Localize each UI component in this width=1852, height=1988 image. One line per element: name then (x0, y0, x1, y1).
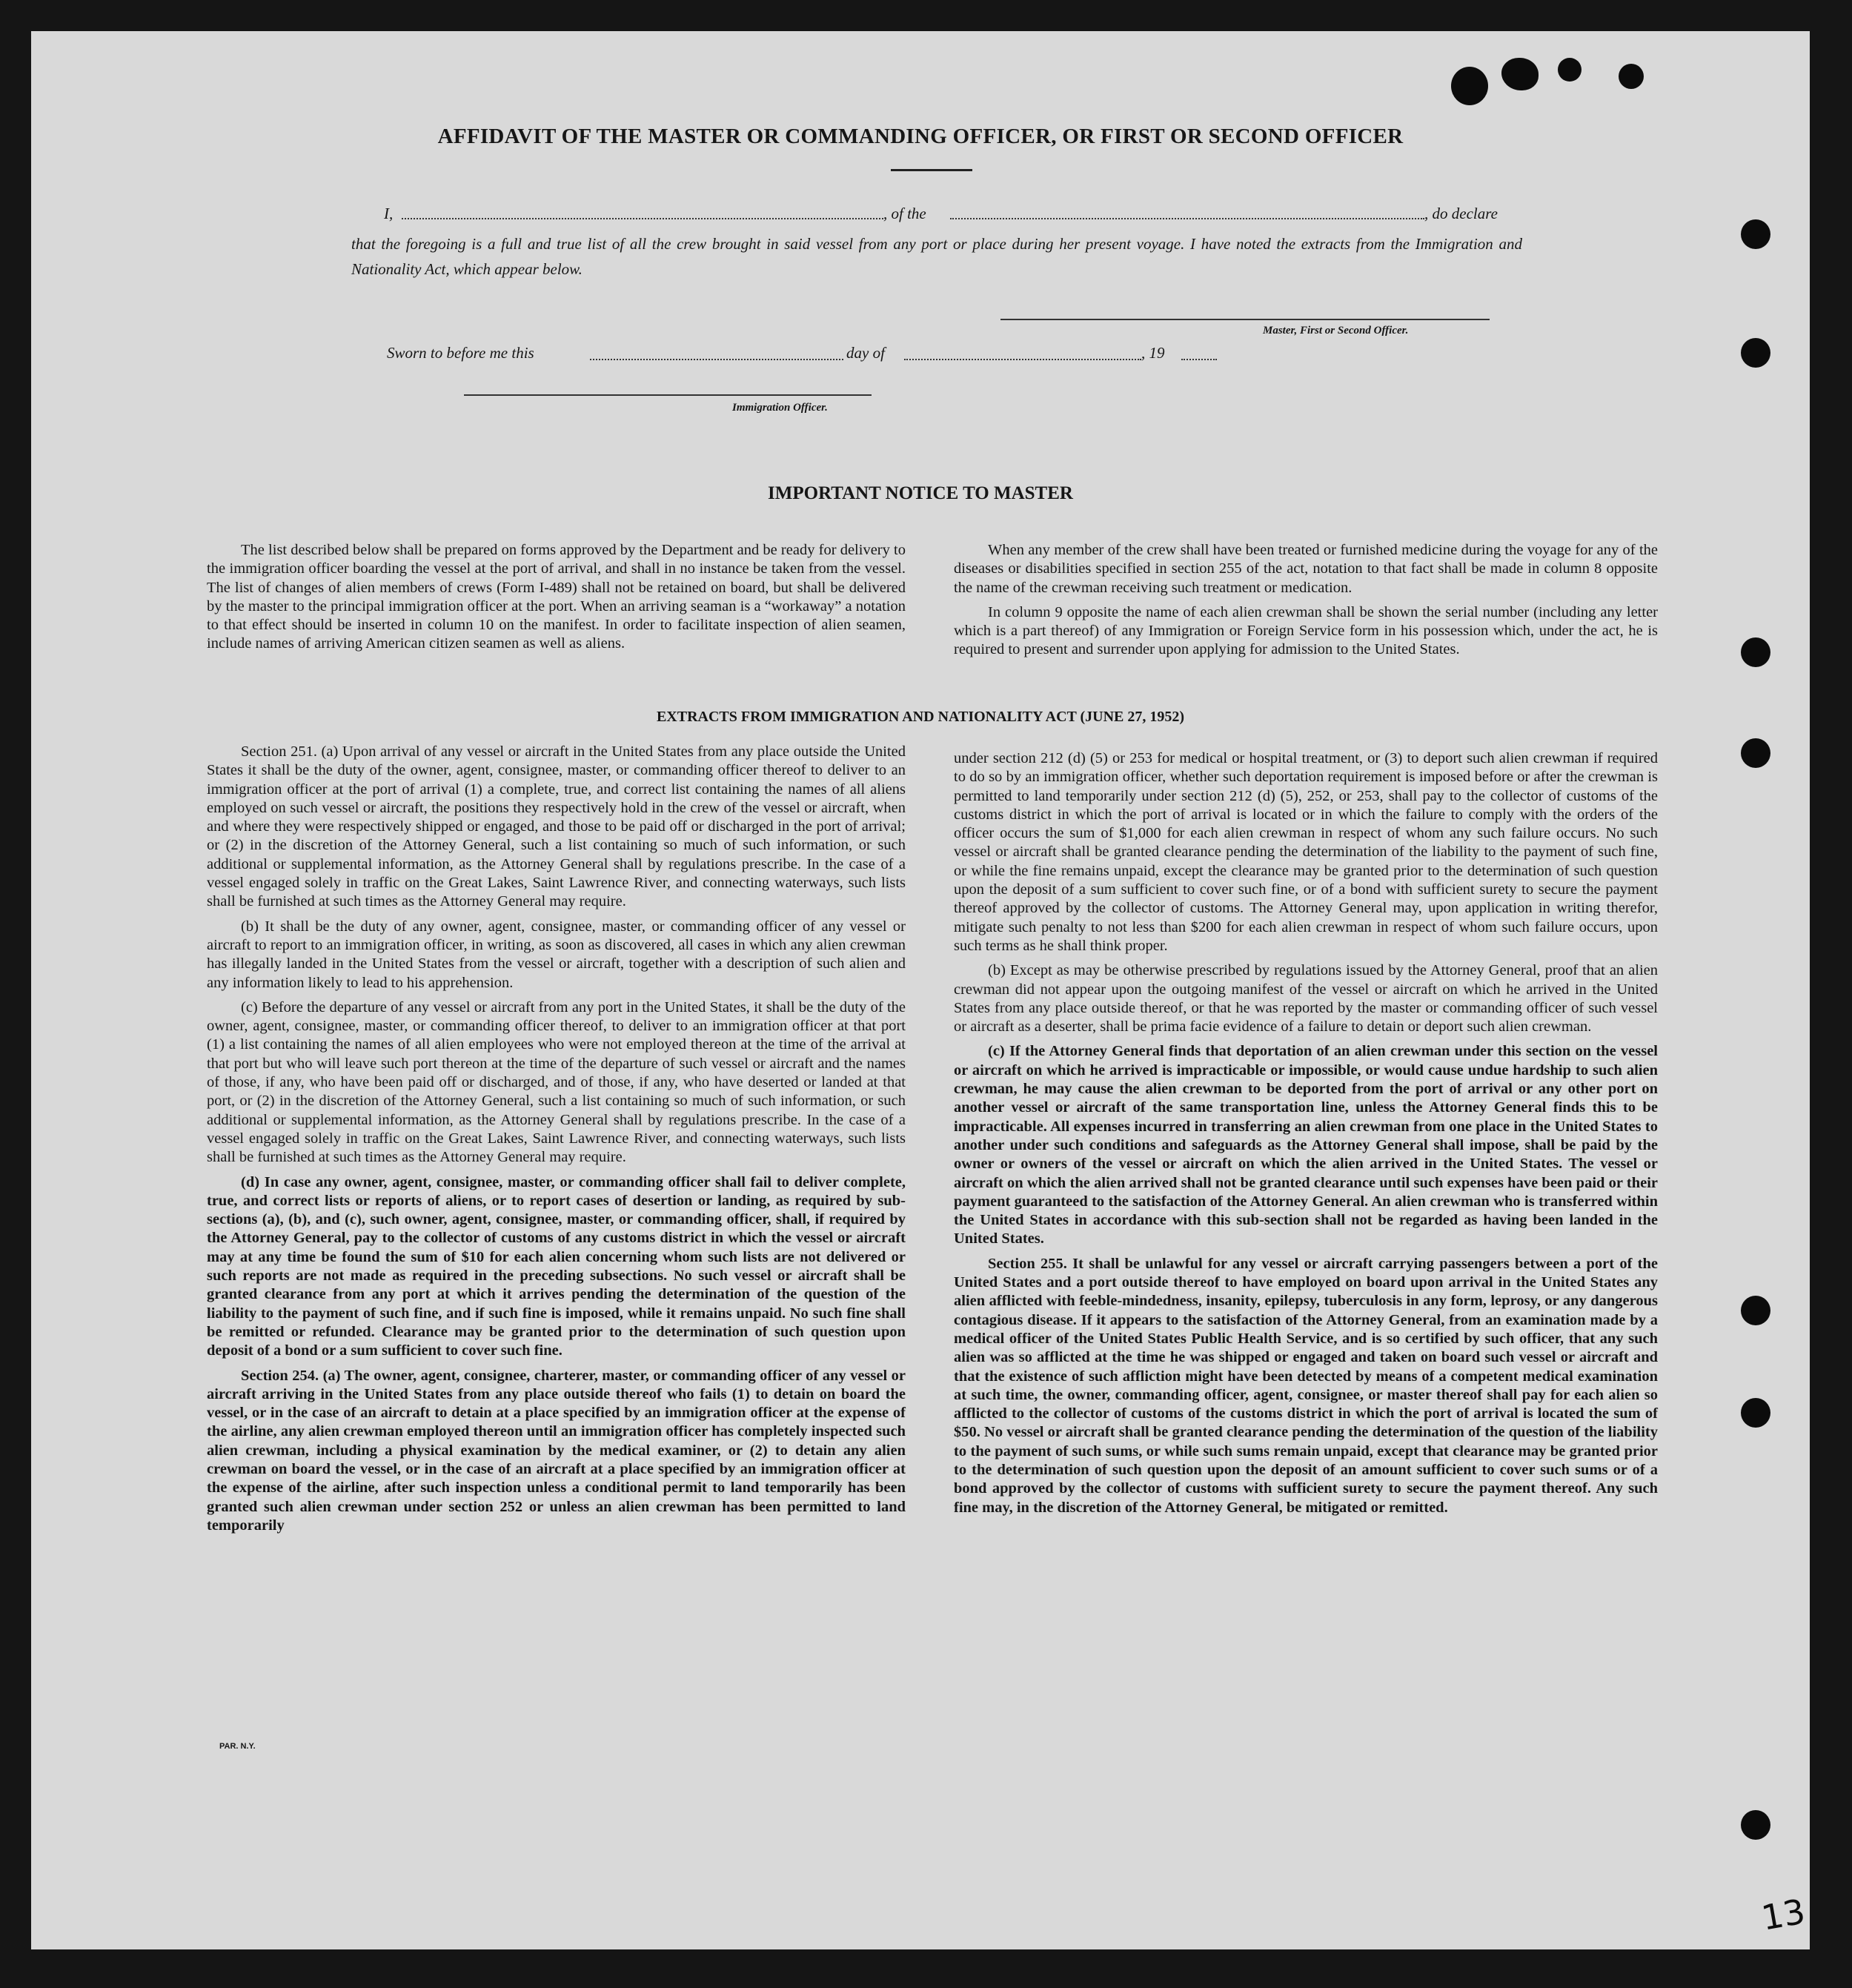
document-page (31, 31, 1810, 1949)
officer-signature-line[interactable] (464, 394, 872, 396)
extracts-title: EXTRACTS FROM IMMIGRATION AND NATIONALITY ACT (JUNE 27, 1952) (656, 709, 1185, 725)
notice-title: IMPORTANT NOTICE TO MASTER (768, 483, 1073, 503)
do-declare-label: , do declare (1424, 205, 1498, 222)
act-section-paragraph: under section 212 (d) (5) or 253 for medical or hospital treatment, or (3) to deport such alien crewman if required to do so by an immigration officer, whether such deportation requirement is imposed before or after the crewman is permitted to land temporarily under section 212 (d) (5), 252, or 253, shall pay to the collector of customs of the customs district in which the port of arrival is located or in which the failure to comply with the orders of the officer occurs the sum of $1,000 for each alien crewman in respect of whom any such failure occurs. No such vessel or aircraft shall be granted clearance pending the determination of the liability to the payment of such fine, or while the fine remains unpaid, except the clearance may be granted prior to the determination of such question upon the deposit of a sum sufficient to cover such fine, or of a bond with sufficient surety to secure the payment thereof approved by the collector of customs. The Attorney General may, upon application in writing therefor, mitigate such penalty to not less than $200 for each alien crewman in respect of whom such failure occurs, upon such terms as he shall think proper. (954, 750, 1658, 954)
title-rule (891, 169, 972, 171)
vessel-field[interactable] (950, 218, 1424, 219)
notice-paragraph: When any member of the crew shall have been treated or furnished medicine during the voyage for any of the diseases or disabilities specified in section 255 of the act, notation to that fact shall be made in column 8 opposite the name of the crewman receiving such treatment or medication. (954, 542, 1658, 596)
i-label: I, (384, 205, 394, 222)
sworn-label: Sworn to before me this (387, 344, 534, 362)
of-the-label: , of the (883, 205, 926, 222)
act-section-paragraph: (d) In case any owner, agent, consignee, master, or commanding officer shall fail to deliver complete, true, and correct lists or reports of aliens, or to report cases of desertion or landing, as required by sub-sections (a), (b), and (c), such owner, agent, consignee, master, or commanding officer, shall, if required by the Attorney General, pay to the collector of customs of any customs district in which the vessel or aircraft may at any time be found the sum of $10 for each alien concerning whom such lists are not delivered or such reports are not made as required in the preceding subsections. No such vessel or aircraft shall be granted clearance from any port at which it arrives pending the determination of the question of the liability to the payment of such fine, and if such fine is imposed, while it remains unpaid. No such fine shall be remitted or refunded. Clearance may be granted prior to the determination of such question upon deposit of a bond or a sum sufficient to cover such fine. (207, 1173, 906, 1359)
extracts-right-column (954, 749, 1658, 1523)
day-of-label: day of (846, 344, 885, 362)
punch-hole (1741, 1296, 1770, 1325)
punch-hole (1741, 637, 1770, 667)
notice-paragraph: In column 9 opposite the name of each alien crewman shall be shown the serial number (including any letter which is a part thereof) of any Immigration or Foreign Service form in his possession which, under the act, he is required to present and surrender upon applying for admission to the United States. (954, 603, 1658, 658)
act-section-paragraph: (c) Before the departure of any vessel or aircraft from any port in the United States, it shall be the duty of the owner, agent, consignee, master, or commanding officer thereof, to deliver to an immigration officer at that port (1) a list containing the names of all alien employees who were not employed thereon at the time of the arrival at that port but who will leave such port thereon at the time of the departure of such vessel or aircraft and the names of those, if any, who have been paid off or discharged, and of those, if any, who have deserted or landed at that port, or (2) in the discretion of the Attorney General, such a list containing so much of such information, or such additional or supplemental information, as the Attorney General shall by regulations prescribe. In the case of a vessel engaged solely in traffic on the Great Lakes, Saint Lawrence River, and connecting waterways, such lists shall be furnished at such times as the Attorney General may require. (207, 998, 906, 1166)
notice-paragraph: The list described below shall be prepared on forms approved by the Department and be ready for delivery to the immigration officer boarding the vessel at the port of arrival, and shall in no instance be taken from the vessel. The list of changes of alien members of crews (Form I-489) shall not be retained on board, but shall be delivered by the master to the principal immigration officer at the port. When an arriving seaman is a “workaway” a notation to that effect should be inserted in column 10 on the manifest. In order to facilitate inspection of alien seamen, include names of arriving American citizen seamen as well as aliens. (207, 542, 906, 652)
punch-hole (1741, 219, 1770, 249)
act-section-paragraph: Section 254. (a) The owner, agent, consignee, charterer, master, or commanding officer of any vessel or aircraft arriving in the United States from any place outside thereof who fails (1) to detain on board the vessel, or in the case of an aircraft to detain at a place specified by an immigration officer at the expense of the airline, any alien crewman employed thereon until an immigration officer has completely inspected such alien crewman, including a physical examination by the medical examiner, or (2) to detain any alien crewman on board the vessel, or in the case of an aircraft at a place specified by an immigration officer at the expense of the airline, after such inspection unless a conditional permit to land temporarily has been granted such alien crewman under section 252 or unless an alien crewman has been permitted to land temporarily (207, 1367, 906, 1534)
notice-left-column (207, 541, 906, 660)
affidavit-title: AFFIDAVIT OF THE MASTER OR COMMANDING OFFICER, OR FIRST OR SECOND OFFICER (437, 125, 1404, 148)
master-signature-line[interactable] (1000, 319, 1490, 320)
punch-hole (1741, 1398, 1770, 1428)
print-code: PAR. N.Y. (219, 1742, 256, 1751)
sworn-day-field[interactable] (590, 359, 843, 360)
ink-blot (1558, 58, 1581, 82)
act-section-paragraph: Section 251. (a) Upon arrival of any vessel or aircraft in the United States from any place outside the United States it shall be the duty of the owner, agent, consignee, master, or commanding officer thereof to deliver to an immigration officer at the port of arrival (1) a complete, true, and correct list containing the names of all aliens employed on such vessel or aircraft, the positions they respectively hold in the crew of the vessel or aircraft, when and where they were respectively shipped or engaged, and those to be paid off or discharged in the port of arrival; or (2) in the discretion of the Attorney General, such a list containing so much of such information, or such additional or supplemental information, as the Attorney General shall by regulations prescribe. In the case of a vessel engaged solely in traffic on the Great Lakes, Saint Lawrence River, and connecting waterways, such lists shall be furnished at such times as the Attorney General may require. (207, 743, 906, 910)
handwritten-page-number: 13 (1758, 1891, 1808, 1938)
ink-blot (1619, 64, 1644, 89)
act-section-paragraph: (b) It shall be the duty of any owner, agent, consignee, master, or commanding officer of any vessel or aircraft to report to an immigration officer, in writing, as soon as discovered, all cases in which any alien crewman has illegally landed in the United States from the vessel or aircraft, together with a description of such alien and any information likely to lead to his apprehension. (207, 918, 906, 991)
act-section-paragraph: (c) If the Attorney General finds that deportation of an alien crewman under this section on the vessel or aircraft on which he arrived is impracticable or impossible, or would cause undue hardship to such alien crewman, he may cause the alien crewman to be deported from the port of arrival or any other port on another vessel or aircraft of the same transportation line, unless the Attorney General finds this to be impracticable. All expenses incurred in transferring an alien crewman from one place in the United States to another under such conditions and safeguards as the Attorney General shall impose, shall be paid by the owner or owners of the vessel or aircraft on which the alien arrived in the United States. The vessel or aircraft on which the alien arrived shall not be granted clearance until such expenses have been paid or their payment guaranteed to the satisfaction of the Attorney General. An alien crewman who is transferred within the United States in accordance with this sub-section shall not be regarded as having been landed in the United States. (954, 1043, 1658, 1248)
punch-hole (1741, 738, 1770, 768)
affidavit-statement: that the foregoing is a full and true list of all the crew brought in said vessel from any port or place during her present voyage. I have noted the extracts from the Immigration and Nationality Act, which appear below. (351, 235, 1522, 278)
name-field[interactable] (402, 218, 883, 219)
extracts-left-column (207, 743, 906, 1541)
year-label: , 19 (1141, 344, 1165, 362)
ink-blot (1451, 67, 1488, 105)
act-section-paragraph: Section 255. It shall be unlawful for any vessel or aircraft carrying passengers between a port of the United States and a port outside thereof to have employed on board upon arrival in the United States any alien afflicted with feeble-mindedness, insanity, epilepsy, tuberculosis in any form, leprosy, or any dangerous contagious disease. If it appears to the satisfaction of the Attorney General, from an examination made by a medical officer of the United States Public Health Service, and is so certified by such officer, that any such alien was so afflicted at the time he was shipped or engaged and taken on board such vessel or aircraft and that the existence of such affliction might have been detected by means of a competent medical examination at such time, the owner, commanding officer, agent, consignee, or master thereof shall pay for each alien so afflicted to the collector of customs of the customs district in which the port of arrival is located the sum of $50. No vessel or aircraft shall be granted clearance pending the determination of the question of the liability to the payment of such sums, or while such sums remain unpaid, except that clearance may be granted prior to the determination of such question upon the deposit of an amount sufficient to cover such sums or of a bond approved by the collector of customs with sufficient surety to secure the payment thereof. Any such fine may, in the discretion of the Attorney General, be mitigated or remitted. (954, 1255, 1658, 1516)
ink-blot (1501, 58, 1539, 90)
notice-right-column (954, 541, 1658, 666)
punch-hole (1741, 338, 1770, 368)
master-signature-label: Master, First or Second Officer. (1263, 325, 1409, 337)
officer-signature-label: Immigration Officer. (732, 402, 828, 414)
sworn-month-field[interactable] (904, 359, 1141, 360)
act-section-paragraph: (b) Except as may be otherwise prescribed by regulations issued by the Attorney General, proof that an alien crewman did not appear upon the outgoing manifest of the vessel or aircraft on which he arrived in the United States from any place outside thereof, or that he was reported by the master or commanding officer of such vessel or aircraft as a deserter, shall be prima facie evidence of a failure to detain or deport such alien crewman. (954, 962, 1658, 1036)
sworn-year-field[interactable] (1181, 359, 1217, 360)
punch-hole (1741, 1810, 1770, 1840)
